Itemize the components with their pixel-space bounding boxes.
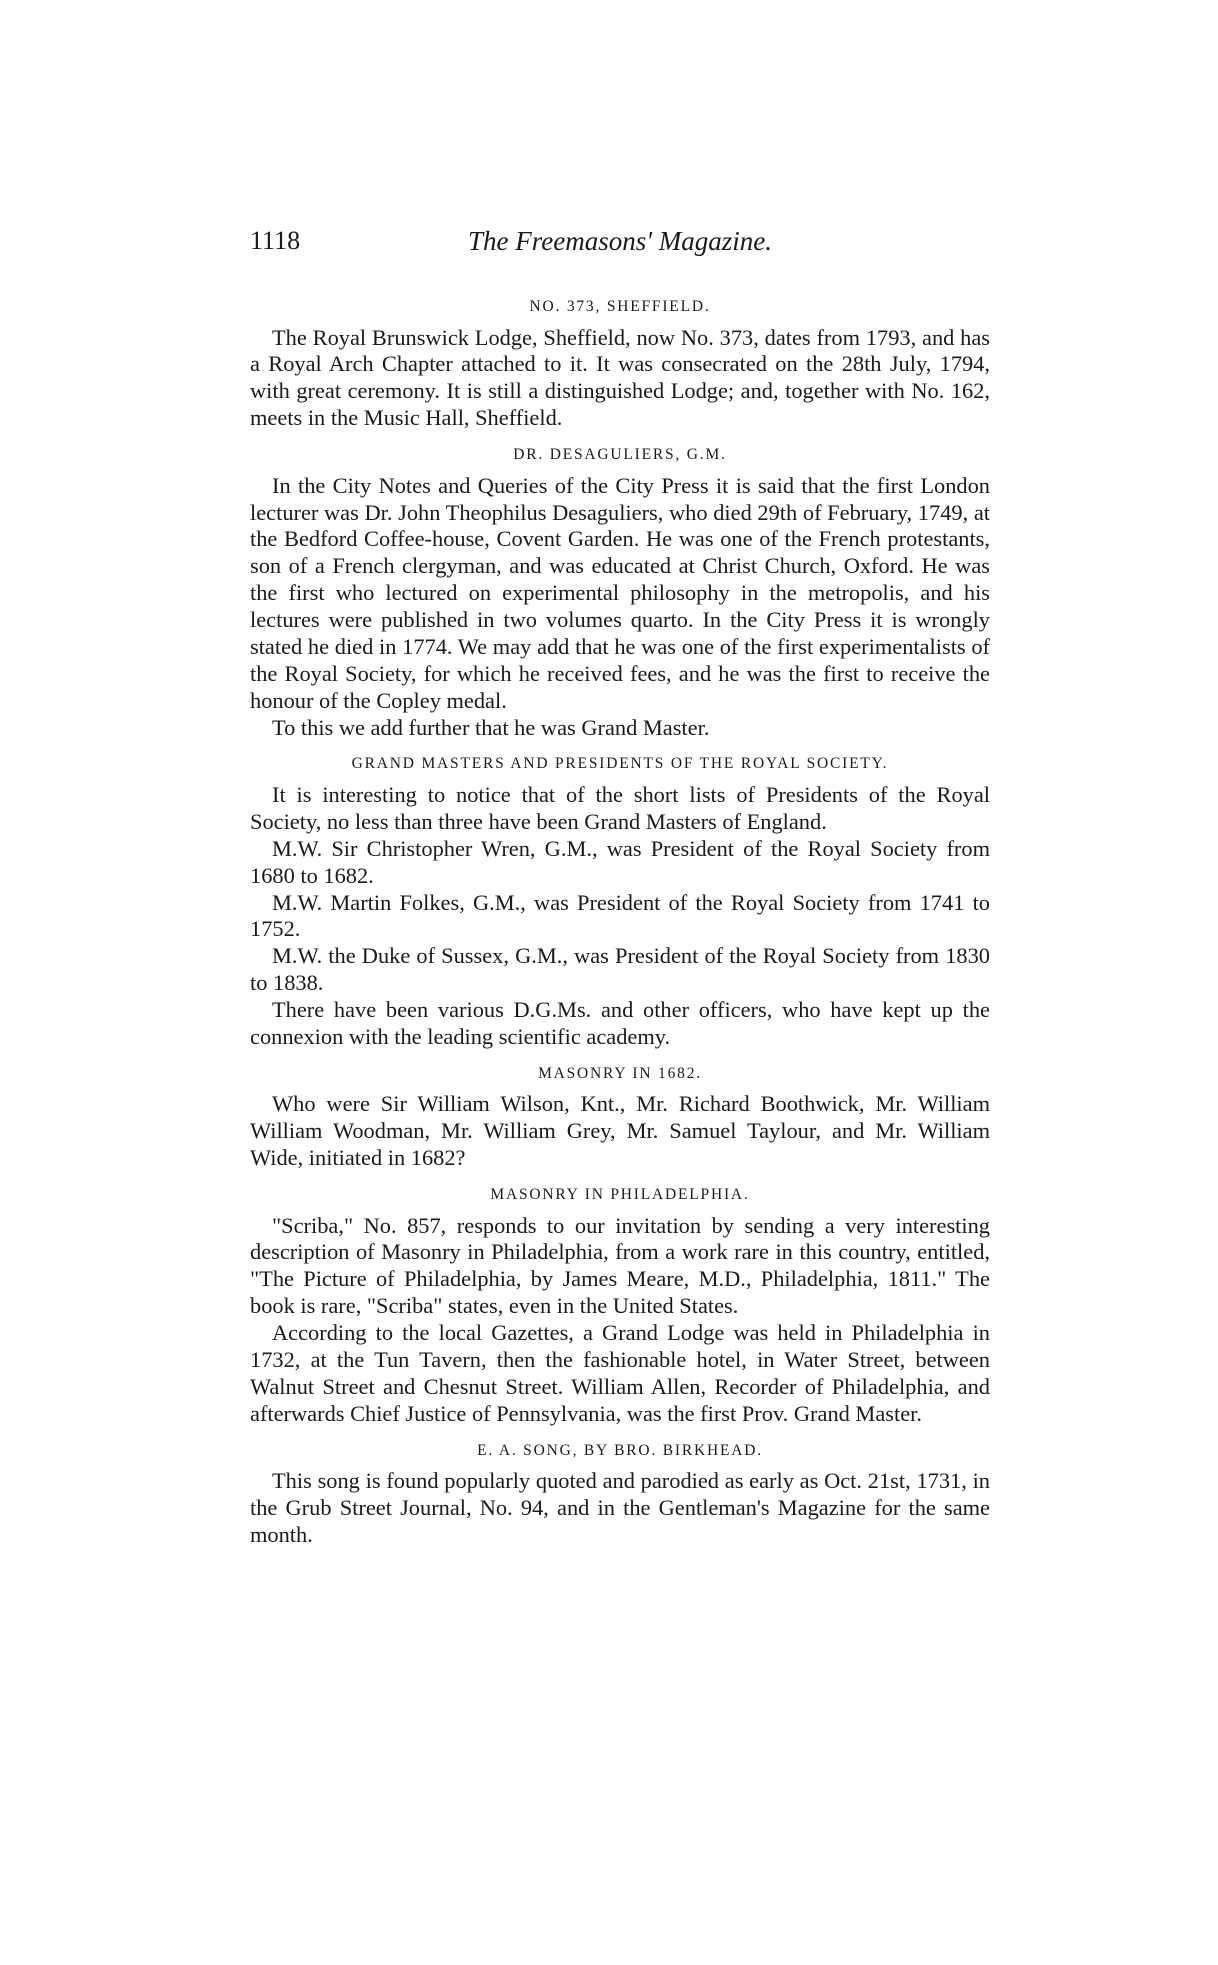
paragraph: M.W. Martin Folkes, G.M., was President of the Royal Society from 1741 to 1752.	[250, 889, 990, 942]
section-heading: GRAND MASTERS AND PRESIDENTS OF THE ROYAL SOCIETY.	[351, 755, 889, 773]
paragraph: The Royal Brunswick Lodge, Sheffield, now No. 373, dates from 1793, and has a Royal Arch Chapter attached to it. It was consecrated on the 28th July, 1794, with great ceremony. It is still a distinguished Lodge; and, together with No. 162, meets in the Music Hall, Sheffield.	[250, 324, 990, 431]
paragraph: "Scriba," No. 857, responds to our invitation by sending a very interesting description of Masonry in Philadelphia, from a work rare in this country, entitled, "The Picture of Philadelphia, by James Meare, M.D., Philadelphia, 1811." The book is rare, "Scriba" states, even in the United States.	[250, 1212, 990, 1319]
paragraph: To this we add further that he was Grand Master.	[272, 714, 710, 740]
section-heading: NO. 373, SHEFFIELD.	[529, 298, 711, 315]
paragraph: According to the local Gazettes, a Grand Lodge was held in Philadelphia in 1732, at the Tun Tavern, then the fashionable hotel, in Water Street, between Walnut Street and Chesnut Street. William Allen, Recorder of Philadelphia, and afterwards Chief Justice of Pennsylvania, was the first Prov. Grand Master.	[250, 1320, 990, 1426]
section-heading: DR. DESAGULIERS, G.M.	[513, 446, 727, 464]
section-heading: E. A. SONG, BY BRO. BIRKHEAD.	[477, 1441, 763, 1459]
section-heading: MASONRY IN 1682.	[538, 1064, 702, 1082]
page-number: 1118	[250, 226, 301, 255]
paragraph: Who were Sir William Wilson, Knt., Mr. Richard Boothwick, Mr. William William Woodman, Mr. William Grey, Mr. Samuel Taylour, and Mr. William Wide, initiated in 1682?	[250, 1091, 990, 1171]
page-header	[250, 226, 990, 266]
section-heading: MASONRY IN PHILADELPHIA.	[490, 1186, 750, 1203]
paragraph: M.W. the Duke of Sussex, G.M., was President of the Royal Society from 1830 to 1838.	[250, 943, 990, 996]
paragraph: There have been various D.G.Ms. and other officers, who have kept up the connexion with the leading scientific academy.	[250, 997, 990, 1049]
running-title: The Freemasons' Magazine.	[468, 226, 772, 256]
article-body	[250, 298, 990, 1549]
paragraph: This song is found popularly quoted and parodied as early as Oct. 21st, 1731, in the Grub Street Journal, No. 94, and in the Gentleman's Magazine for the same month.	[250, 1468, 990, 1547]
paragraph: It is interesting to notice that of the short lists of Presidents of the Royal Society, no less than three have been Grand Masters of England.	[250, 782, 990, 834]
paragraph: M.W. Sir Christopher Wren, G.M., was President of the Royal Society from 1680 to 1682.	[250, 835, 990, 888]
paragraph: In the City Notes and Queries of the City Press it is said that the first London lecturer was Dr. John Theophilus Desaguliers, who died 29th of February, 1749, at the Bedford Coffee-house, Covent Garden. He was one of the French protestants, son of a French clergyman, and was educated at Christ Church, Oxford. He was the first who lectured on experimental philosophy in the metropolis, and his lectures were published in two volumes quarto. In the City Press it is wrongly stated he died in 1774. We may add that he was one of the first experimentalists of the Royal Society, for which he received fees, and he was the first to receive the honour of the Copley medal.	[250, 472, 990, 713]
